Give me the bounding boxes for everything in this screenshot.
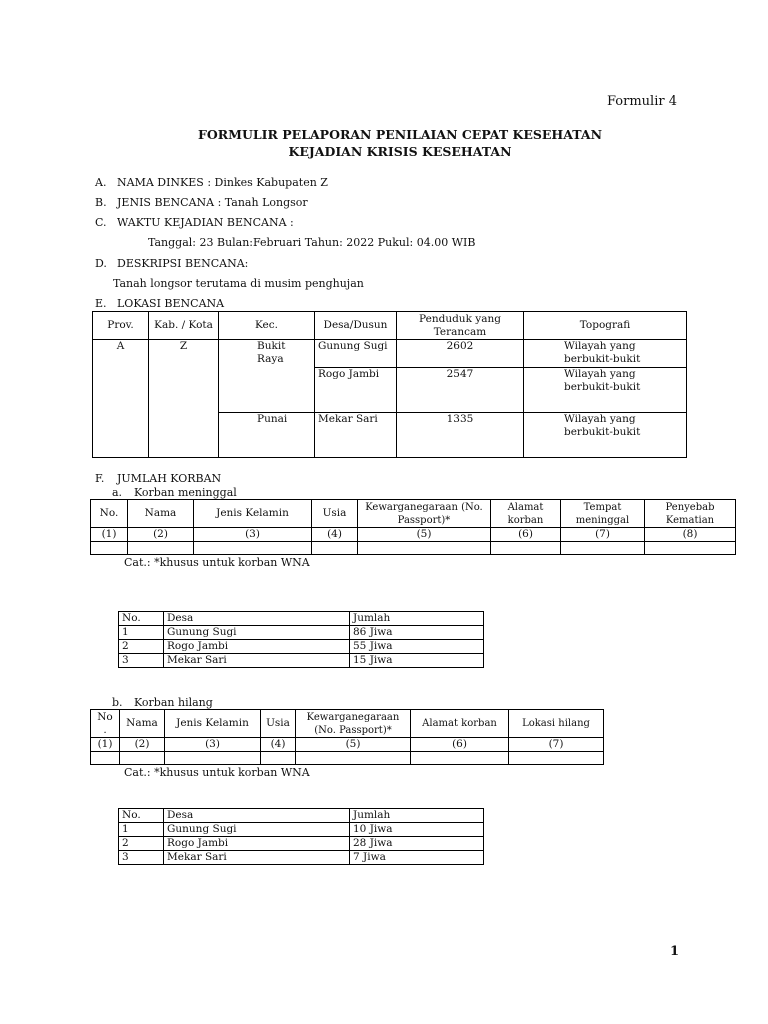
number-cell: (3): [194, 528, 312, 542]
section-e: [95, 297, 224, 310]
sub-a: [112, 486, 237, 499]
header-kab: Kab. / Kota: [149, 312, 219, 340]
section-d-text: DESKRIPSI BENCANA:: [117, 257, 249, 270]
header-penduduk: Penduduk yang Terancam: [397, 312, 524, 340]
number-cell: (5): [358, 528, 491, 542]
missing-summary-table: [118, 808, 484, 865]
row-no: 2: [119, 640, 164, 654]
missing-number-row: [91, 738, 604, 752]
form-number: Formulir 4: [607, 94, 677, 109]
header-usia: Usia: [261, 710, 296, 738]
penduduk-cell: 2602: [397, 340, 524, 368]
header-no: No.: [91, 500, 128, 528]
section-b: [95, 196, 308, 209]
row-no: 3: [119, 654, 164, 668]
header-alamat: Alamat korban: [491, 500, 561, 528]
header-prov: Prov.: [93, 312, 149, 340]
header-no: No.: [119, 809, 164, 823]
row-jumlah: 28 Jiwa: [350, 837, 484, 851]
number-cell: (4): [312, 528, 358, 542]
page-number: 1: [670, 944, 680, 959]
header-desa: Desa: [164, 809, 350, 823]
section-a: [95, 176, 328, 189]
row-no: 1: [119, 823, 164, 837]
table-row: [119, 626, 484, 640]
row-desa: Rogo Jambi: [164, 837, 350, 851]
header-jenis-kelamin: Jenis Kelamin: [165, 710, 261, 738]
description: Tanah longsor terutama di musim penghujan: [113, 277, 364, 290]
row-desa: Mekar Sari: [164, 851, 350, 865]
row-jumlah: 15 Jiwa: [350, 654, 484, 668]
desa-cell: Gunung Sugi: [315, 340, 397, 368]
header-penyebab: Penyebab Kematian: [645, 500, 736, 528]
header-no: No .: [91, 710, 120, 738]
row-no: 2: [119, 837, 164, 851]
title-line-2: KEJADIAN KRISIS KESEHATAN: [288, 144, 512, 159]
sub-a-label: a.: [112, 486, 123, 499]
number-cell: (4): [261, 738, 296, 752]
sub-b: [112, 696, 213, 709]
number-cell: (6): [491, 528, 561, 542]
prov-cell: A: [93, 340, 149, 458]
section-d-label: D.: [95, 257, 107, 270]
row-no: 1: [119, 626, 164, 640]
section-b-label: B.: [95, 196, 107, 209]
section-c-label: C.: [95, 216, 107, 229]
header-kec: Kec.: [219, 312, 315, 340]
missing-summary-header: [119, 809, 484, 823]
table-row: [93, 340, 687, 368]
section-f: [95, 472, 221, 485]
section-a-text: NAMA DINKES : Dinkes Kabupaten Z: [117, 176, 328, 189]
topografi-cell: Wilayah yang berbukit-bukit: [524, 340, 687, 368]
missing-header-row: [91, 710, 604, 738]
topografi-cell: Wilayah yang berbukit-bukit: [524, 368, 687, 413]
header-jumlah: Jumlah: [350, 612, 484, 626]
header-nama: Nama: [120, 710, 165, 738]
table-row: [119, 640, 484, 654]
kec-cell: Punai: [219, 413, 315, 458]
section-c: [95, 216, 294, 229]
section-f-text: JUMLAH KORBAN: [117, 472, 222, 485]
number-cell: (7): [509, 738, 604, 752]
number-cell: (1): [91, 738, 120, 752]
header-lokasi: Lokasi hilang: [509, 710, 604, 738]
note-missing: Cat.: *khusus untuk korban WNA: [124, 766, 310, 779]
number-cell: (2): [128, 528, 194, 542]
location-table: [92, 311, 687, 458]
title-line-1: FORMULIR PELAPORAN PENILAIAN CEPAT KESEHATAN: [198, 127, 602, 142]
number-cell: (7): [561, 528, 645, 542]
sub-a-text: Korban meninggal: [134, 486, 237, 499]
row-desa: Gunung Sugi: [164, 626, 350, 640]
section-e-text: LOKASI BENCANA: [117, 297, 225, 310]
header-desa: Desa: [164, 612, 350, 626]
header-jumlah: Jumlah: [350, 809, 484, 823]
row-desa: Rogo Jambi: [164, 640, 350, 654]
missing-empty-row: [91, 752, 604, 765]
row-desa: Mekar Sari: [164, 654, 350, 668]
header-kewarganegaraan: Kewarganegaraan (No. Passport)*: [296, 710, 411, 738]
number-cell: (6): [411, 738, 509, 752]
header-desa: Desa/Dusun: [315, 312, 397, 340]
number-cell: (8): [645, 528, 736, 542]
row-jumlah: 86 Jiwa: [350, 626, 484, 640]
row-jumlah: 55 Jiwa: [350, 640, 484, 654]
header-usia: Usia: [312, 500, 358, 528]
row-jumlah: 10 Jiwa: [350, 823, 484, 837]
dead-number-row: [91, 528, 736, 542]
number-cell: (3): [165, 738, 261, 752]
dead-summary-header: [119, 612, 484, 626]
header-tempat: Tempat meninggal: [561, 500, 645, 528]
row-desa: Gunung Sugi: [164, 823, 350, 837]
kab-cell: Z: [149, 340, 219, 458]
section-c-text: WAKTU KEJADIAN BENCANA :: [117, 216, 294, 229]
note-dead: Cat.: *khusus untuk korban WNA: [124, 556, 310, 569]
number-cell: (1): [91, 528, 128, 542]
header-nama: Nama: [128, 500, 194, 528]
number-cell: (5): [296, 738, 411, 752]
table-row: [119, 654, 484, 668]
dead-table: [90, 499, 736, 555]
row-no: 3: [119, 851, 164, 865]
time-detail: Tanggal: 23 Bulan:Februari Tahun: 2022 Pukul: 04.00 WIB: [148, 236, 476, 249]
sub-b-label: b.: [112, 696, 123, 709]
header-no: No.: [119, 612, 164, 626]
location-header-row: [93, 312, 687, 340]
table-row: [119, 823, 484, 837]
desa-cell: Mekar Sari: [315, 413, 397, 458]
number-cell: (2): [120, 738, 165, 752]
table-row: [119, 851, 484, 865]
dead-empty-row: [91, 542, 736, 555]
penduduk-cell: 2547: [397, 368, 524, 413]
table-row: [119, 837, 484, 851]
header-jenis-kelamin: Jenis Kelamin: [194, 500, 312, 528]
topografi-cell: Wilayah yang berbukit-bukit: [524, 413, 687, 458]
section-f-label: F.: [95, 472, 105, 485]
penduduk-cell: 1335: [397, 413, 524, 458]
kec-cell: Bukit Raya: [219, 340, 315, 413]
missing-table: [90, 709, 604, 765]
dead-summary-table: [118, 611, 484, 668]
dead-header-row: [91, 500, 736, 528]
sub-b-text: Korban hilang: [134, 696, 213, 709]
section-a-label: A.: [95, 176, 107, 189]
header-kewarganegaraan: Kewarganegaraan (No. Passport)*: [358, 500, 491, 528]
row-jumlah: 7 Jiwa: [350, 851, 484, 865]
section-d: [95, 257, 248, 270]
header-alamat: Alamat korban: [411, 710, 509, 738]
section-e-label: E.: [95, 297, 107, 310]
desa-cell: Rogo Jambi: [315, 368, 397, 413]
section-b-text: JENIS BENCANA : Tanah Longsor: [117, 196, 308, 209]
header-topografi: Topografi: [524, 312, 687, 340]
